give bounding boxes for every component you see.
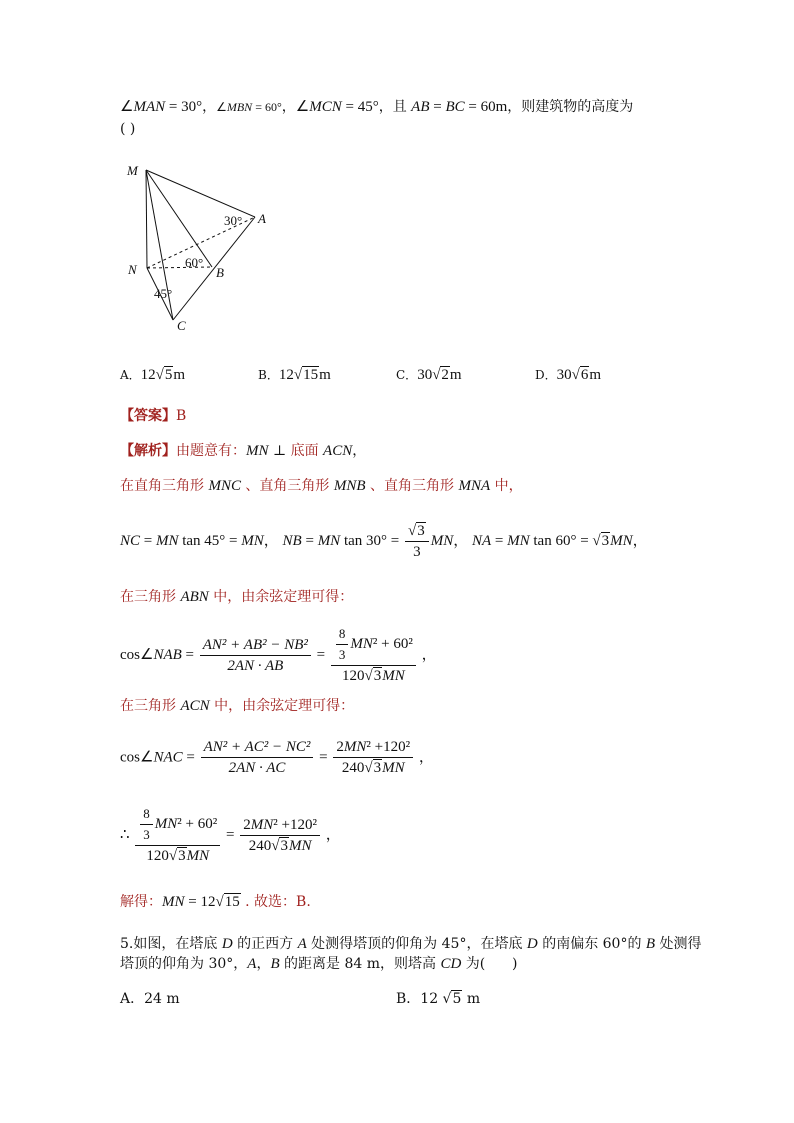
analysis-line1: 【解析】由题意有：MN ⊥ 底面 ACN， — [120, 443, 367, 459]
label-M: M — [127, 163, 138, 178]
label-A: A — [258, 211, 266, 226]
option-a[interactable]: A．12√5m — [120, 367, 186, 383]
answer-tag: 【答案】 — [120, 408, 176, 424]
pyramid-figure — [118, 155, 278, 340]
text-triangle-abn: 在三角形 ABN 中，由余弦定理可得： — [120, 589, 354, 605]
equation-1: NC = MN tan 45° = MN， NB = MN tan 30° = $\frac{√3}{3}$ MN， NA = MN tan 60° = √3MN， — [120, 523, 648, 560]
analysis-line2: 在直角三角形 MNC 、直角三角形 MNB 、直角三角形 MNA 中， — [120, 478, 523, 494]
q5-line1: 5.如图，在塔底 D 的正西方 A 处测得塔顶的仰角为 45°，在塔底 D 的南偏东 60°的 B 处测得 — [120, 936, 702, 952]
option-c[interactable]: C．30√2m — [396, 367, 462, 383]
label-B: B — [216, 265, 224, 280]
equation-2: cos∠NAB = $\frac{\text{AN² + AB² − NB²}}{2AN \cdot AB}$ = $\frac{8}{3}$ MN² + 60² 120√3MN ， — [120, 626, 437, 684]
option-b[interactable]: B．12√15m — [258, 367, 331, 383]
answer-line — [120, 407, 186, 425]
option-d[interactable]: D．30√6m — [535, 367, 602, 383]
edge-MN — [146, 170, 147, 268]
answer-value: B — [176, 408, 187, 424]
solve-line: 解得：MN = 12√15 . 故选：B. — [120, 894, 311, 910]
label-C: C — [177, 318, 186, 333]
angle-60: 60° — [185, 255, 204, 270]
text-triangle-acn: 在三角形 ACN 中，由余弦定理可得： — [120, 698, 355, 714]
q5-option-a[interactable]: A．24 m — [120, 991, 180, 1007]
equation-4: ∴ $\frac{8}{3}$ MN² + 60² 120√3MN = $\frac{\text{2MN² +120²}}{240√3MN}$ ， — [120, 806, 341, 864]
q5-option-b[interactable]: B．12 √5 m — [396, 991, 481, 1007]
equation-3: cos∠NAC = $\frac{\text{AN² + AC² − NC²}}{2AN \cdot AC}$ = $\frac{\text{2MN² +120²}}{240√3MN}$ ， — [120, 739, 434, 776]
angle-45: 45° — [154, 286, 173, 301]
angle-30: 30° — [224, 213, 243, 228]
q5-line2: 塔顶的仰角为 30°，A，B 的距离是 84 m，则塔高 CD 为( ) — [120, 956, 518, 972]
q4-stem-line2: ( ) — [120, 121, 136, 137]
q4-stem-line1: ∠MAN = 30°，∠MBN = 60°，∠MCN = 45°，且 AB = BC = 60m，则建筑物的高度为 — [120, 99, 634, 115]
label-N: N — [128, 262, 137, 277]
